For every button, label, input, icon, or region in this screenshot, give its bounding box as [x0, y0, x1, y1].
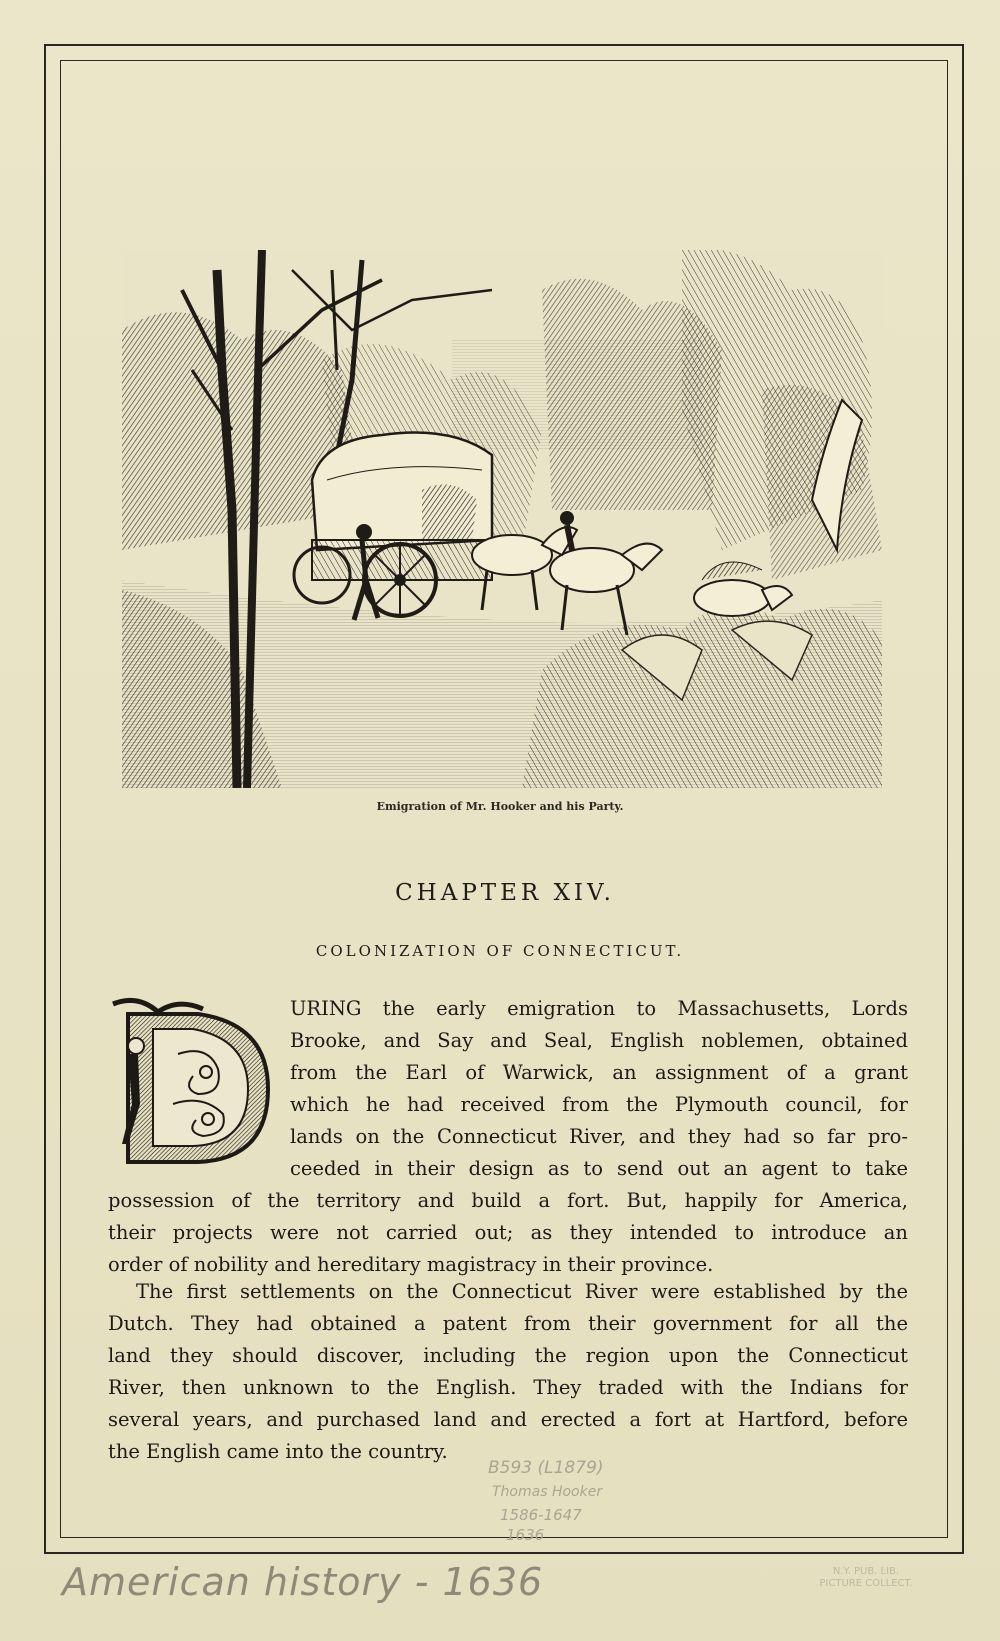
- pencil-note-year: 1636: [506, 1526, 545, 1544]
- chapter-subtitle: COLONIZATION OF CONNECTICUT.: [315, 942, 685, 960]
- pencil-note-catalog: B593 (L1879): [488, 1458, 604, 1478]
- text-line: several years, and purchased land and erected a fort at Hartford, before: [108, 1408, 908, 1431]
- paragraph-2: [108, 1276, 908, 1468]
- text-line: Dutch. They had obtained a patent from their government for all the: [108, 1312, 908, 1335]
- chapter-heading: CHAPTER XIV.: [395, 880, 615, 906]
- text-line: the English came into the country.: [108, 1440, 448, 1463]
- text-line: which he had received from the Plymouth council, for: [290, 1093, 908, 1116]
- text-line: ceeded in their design as to send out an agent to take: [290, 1157, 908, 1180]
- stamp-line: PICTURE COLLECT.: [819, 1578, 913, 1589]
- text-line: order of nobility and hereditary magistracy in their province.: [108, 1253, 714, 1276]
- handwritten-label: American history - 1636: [62, 1560, 544, 1604]
- text-line: The first settlements on the Connecticut River were established by the: [136, 1280, 908, 1303]
- text-line: land they should discover, including the region upon the Connecticut: [108, 1344, 908, 1367]
- text-line: from the Earl of Warwick, an assignment of a grant: [290, 1061, 908, 1084]
- illustration-caption: Emigration of Mr. Hooker and his Party.: [376, 800, 624, 813]
- paragraph-1: [108, 993, 908, 1281]
- stamp-line: N.Y. PUB. LIB.: [832, 1566, 900, 1577]
- text-line: Brooke, and Say and Seal, English noblemen, obtained: [290, 1029, 908, 1052]
- text-line: URING the early emigration to Massachusetts, Lords: [290, 997, 908, 1020]
- text-line: River, then unknown to the English. They traded with the Indians for: [108, 1376, 908, 1399]
- text-line: their projects were not carried out; as they intended to introduce an: [108, 1221, 908, 1244]
- pencil-note-name: Thomas Hooker: [492, 1484, 603, 1500]
- engraving-illustration: [122, 250, 882, 788]
- library-stamp: [806, 1566, 926, 1590]
- text-line: possession of the territory and build a fort. But, happily for America,: [108, 1189, 908, 1212]
- text-line: lands on the Connecticut River, and they had so far pro-: [290, 1125, 908, 1148]
- pencil-note-dates: 1586-1647: [500, 1506, 582, 1524]
